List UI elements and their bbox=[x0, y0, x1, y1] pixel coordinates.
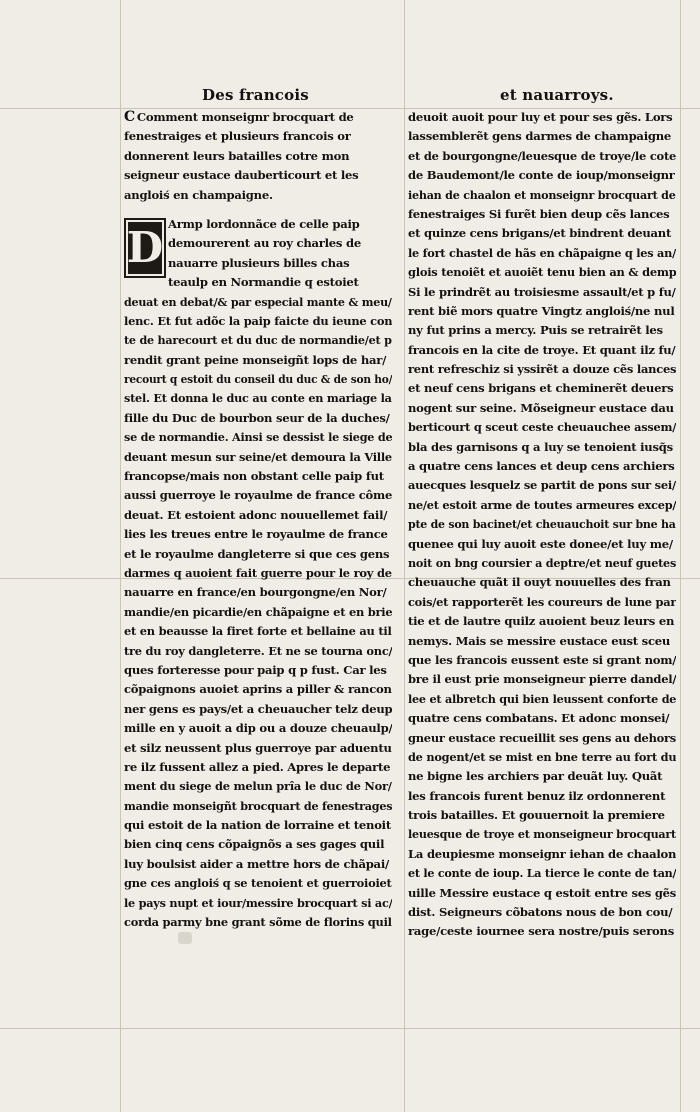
text-line: lassemblerẽt gens darmes de champaigne bbox=[408, 129, 672, 144]
text-line: aussi guerroye le royaulme de france côme bbox=[124, 488, 392, 503]
text-line: gne ces angloiś q se tenoient et guerroioiet bbox=[124, 876, 392, 891]
text-line: re ilz fussent allez a pied. Apres le departe bbox=[124, 759, 391, 774]
ink-smudge bbox=[178, 932, 192, 944]
text-line: iehan de chaalon et monseignr brocquart de bbox=[408, 187, 676, 202]
text-line: quenee qui luy auoit este donee/et luy me/ bbox=[408, 536, 673, 551]
running-head-right: et nauarroys. bbox=[500, 86, 614, 104]
text-line: rendit grant peine monseigñt lops de har/ bbox=[124, 352, 387, 367]
text-line: nauarre plusieurs billes chas bbox=[168, 255, 350, 270]
text-line: mandie/en picardie/en chãpaigne et en brie bbox=[124, 604, 392, 619]
text-line: ment du siege de melun prîa le duc de Nor/ bbox=[124, 779, 392, 794]
text-line: et en beausse la firet forte et bellaine au til bbox=[124, 624, 392, 639]
text-line: et neuf cens brigans et cheminerẽt deuers bbox=[408, 381, 674, 396]
text-line: qui estoit de la nation de lorraine et tenoit bbox=[124, 818, 391, 833]
text-line: trois batailles. Et gouuernoit la premiere bbox=[408, 808, 665, 823]
decorated-initial: D bbox=[124, 218, 166, 278]
text-line: tie et de lautre quilz auoient beuz leurs en bbox=[408, 614, 675, 629]
text-line: le fort chastel de hãs en chãpaigne q les an/ bbox=[408, 245, 676, 260]
text-line: bla des garnisons q a luy se tenoient iusq̃s bbox=[408, 439, 673, 454]
text-line: de Baudemont/le conte de ioup/monseignr bbox=[408, 168, 675, 183]
text-line: leuesque de troye et monseigneur brocquart bbox=[408, 827, 676, 842]
text-line: te de harecourt et du duc de normandie/et p bbox=[124, 333, 392, 348]
chapter-heading-line: C Comment monseignr brocquart de bbox=[124, 109, 354, 125]
text-line: fenestraiges Si furẽt bien deup cẽs lances bbox=[408, 206, 670, 221]
text-line: fille du Duc de bourbon seur de la duches/ bbox=[124, 410, 390, 425]
text-line: de nogent/et se mist en bne terre au fort du bbox=[408, 749, 676, 764]
text-line: Armp lordonnãce de celle paip bbox=[168, 216, 360, 231]
ruling-line bbox=[120, 0, 121, 1112]
text-line: auecques lesquelz se partit de pons sur sei/ bbox=[408, 478, 676, 493]
text-line: francois en la cite de troye. Et quant ilz fu/ bbox=[408, 342, 676, 357]
text-line: et le conte de ioup. La tierce le conte de tan/ bbox=[408, 866, 676, 881]
text-line: darmes q auoient fait guerre pour le roy de bbox=[124, 565, 392, 580]
text-line: lee et albretch qui bien leussent conforte de bbox=[408, 691, 676, 706]
text-line: noit on bng coursier a deptre/et neuf guetes bbox=[408, 555, 676, 570]
text-line: Si le prindrẽt au troisiesme assault/et p fu/ bbox=[408, 284, 676, 299]
text-line: gneur eustace recueillit ses gens au dehors bbox=[408, 730, 676, 745]
text-line: les francois furent benuz ilz ordonnerent bbox=[408, 788, 666, 803]
text-line: nemys. Mais se messire eustace eust sceu bbox=[408, 633, 671, 648]
text-line: ne/et estoit arme de toutes armeures excep/ bbox=[408, 497, 676, 512]
text-line: francopse/mais non obstant celle paip fut bbox=[124, 469, 384, 484]
text-line: bien cinq cens cõpaignõs a ses gages quil bbox=[124, 837, 385, 852]
chapter-heading-line: angloiś en champaigne. bbox=[124, 187, 273, 202]
initial-paragraph bbox=[124, 215, 392, 293]
running-head-left: Des francois bbox=[202, 86, 309, 104]
text-line: ny fut prins a mercy. Puis se retrairẽt les bbox=[408, 323, 663, 338]
text-line: rage/ceste iournee sera nostre/puis serons bbox=[408, 924, 674, 939]
text-line: et de bourgongne/leuesque de troye/le cote bbox=[408, 148, 676, 163]
text-line: se de normandie. Ainsi se dessist le siege de bbox=[124, 430, 392, 445]
right-column bbox=[408, 108, 676, 942]
ruling-line bbox=[680, 0, 681, 1112]
chapter-heading-line: seigneur eustace dauberticourt et les bbox=[124, 168, 359, 183]
ruling-line bbox=[0, 1028, 700, 1029]
chapter-heading-line: donnerent leurs batailles cotre mon bbox=[124, 148, 350, 163]
text-line: cheuauche quãt il ouyt nouuelles des fran bbox=[408, 575, 671, 590]
text-line: recourt q estoit du conseil du duc & de son ho/ bbox=[124, 372, 392, 387]
text-line: deuat. Et estoient adonc nouuellemet fail/ bbox=[124, 507, 388, 522]
text-line: La deupiesme monseignr iehan de chaalon bbox=[408, 846, 676, 861]
text-line: deuoit auoit pour luy et pour ses gẽs. Lors bbox=[408, 110, 673, 124]
text-line: rent refreschiz si yssirẽt a douze cẽs lances bbox=[408, 362, 676, 377]
text-line: lies les treues entre le royaulme de france bbox=[124, 527, 388, 542]
text-line: berticourt q sceut ceste cheuauchee assem/ bbox=[408, 420, 676, 435]
text-line: ne bigne les archiers par deuãt luy. Quãt bbox=[408, 769, 663, 784]
text-line: que les francois eussent este si grant nom/ bbox=[408, 652, 676, 667]
text-line: glois tenoiẽt et auoiẽt tenu bien an & demp bbox=[408, 265, 676, 280]
text-line: et le royaulme dangleterre si que ces gens bbox=[124, 546, 390, 561]
text-line: nauarre en france/en bourgongne/en Nor/ bbox=[124, 585, 387, 600]
text-line: teaulp en Normandie q estoiet bbox=[168, 275, 359, 290]
text-line: quatre cens combatans. Et adonc monsei/ bbox=[408, 711, 670, 726]
text-line: a quatre cens lances et deup cens archiers bbox=[408, 459, 675, 474]
text-line: et quinze cens brigans/et bindrent deuant bbox=[408, 226, 672, 241]
left-column bbox=[124, 108, 392, 932]
text-line: uille Messire eustace q estoit entre ses gẽs bbox=[408, 885, 676, 900]
text-line: deuant mesun sur seine/et demoura la Ville bbox=[124, 449, 392, 464]
text-line: deuat en debat/& par especial mante & meu/ bbox=[124, 294, 392, 309]
ruling-line bbox=[404, 0, 405, 1112]
text-line: cois/et rapporterẽt les coureurs de lune par bbox=[408, 594, 676, 609]
text-line: demourerent au roy charles de bbox=[168, 236, 361, 251]
text-line: bre il eust prie monseigneur pierre dandel/ bbox=[408, 672, 676, 687]
paragraph-mark-icon: C bbox=[124, 109, 135, 125]
text-line: tre du roy dangleterre. Et ne se tourna onc/ bbox=[124, 643, 392, 658]
text-line: mille en y auoit a dip ou a douze cheuaulp/ bbox=[124, 721, 392, 736]
text-line: le pays nupt et iour/messire brocquart si ac/ bbox=[124, 895, 392, 910]
text-line: ques forteresse pour paip q p fust. Car les bbox=[124, 662, 387, 677]
text-line: nogent sur seine. Mõseigneur eustace dau bbox=[408, 400, 674, 415]
text-line: rent biẽ mors quatre Vingtz angloiś/ne nul bbox=[408, 303, 675, 318]
text-line: dist. Seigneurs cõbatons nous de bon cou/ bbox=[408, 905, 673, 920]
text-line: stel. Et donna le duc au conte en mariage la bbox=[124, 391, 392, 406]
text-line: pte de son bacinet/et cheuauchoit sur bne ha bbox=[408, 517, 676, 532]
text-line: cõpaignons auoiet aprins a piller & rancon bbox=[124, 682, 392, 697]
chapter-heading-line: fenestraiges et plusieurs francois or bbox=[124, 129, 351, 144]
text-line: mandie monseigñt brocquart de fenestrages bbox=[124, 798, 392, 813]
text-line: corda parmy bne grant sõme de florins quil bbox=[124, 915, 392, 930]
text-line: ner gens es pays/et a cheuaucher telz deup bbox=[124, 701, 392, 716]
text-line: et silz neussent plus guerroye par aduentu bbox=[124, 740, 392, 755]
text-line: lenc. Et fut adõc la paip faicte du ieune con bbox=[124, 313, 392, 328]
text-line: luy boulsist aider a mettre hors de chãpai/ bbox=[124, 856, 389, 871]
